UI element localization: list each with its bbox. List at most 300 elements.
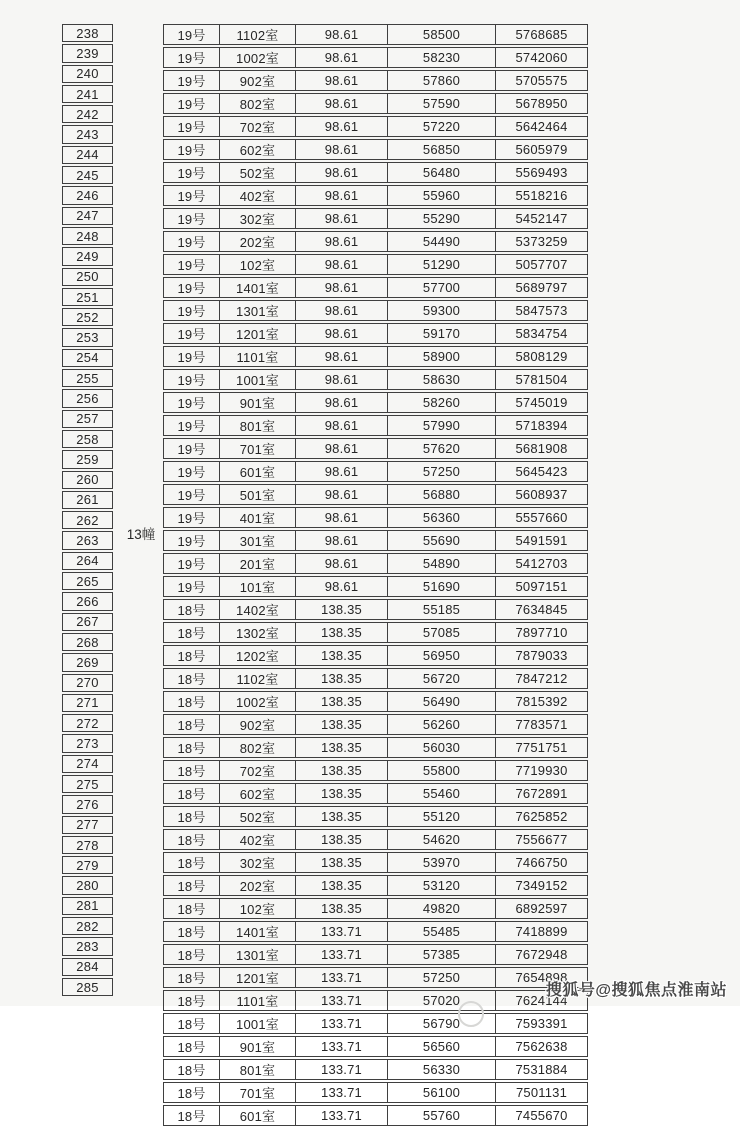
cell-area: 138.35 [296,645,388,666]
table-row [163,139,588,160]
cell-total_price: 5097151 [496,576,588,597]
table-row [163,277,588,298]
cell-total_price: 7466750 [496,852,588,873]
cell-unit: 19号 [163,139,220,160]
cell-total_price: 5373259 [496,231,588,252]
row-index-cell: 283 [62,937,113,955]
cell-unit_price: 56480 [388,162,496,183]
cell-area: 133.71 [296,1013,388,1034]
cell-total_price: 7783571 [496,714,588,735]
cell-room: 1301室 [220,300,296,321]
cell-room: 1401室 [220,277,296,298]
cell-unit_price: 57250 [388,967,496,988]
table-row [163,208,588,229]
cell-unit: 18号 [163,645,220,666]
row-index-cell: 259 [62,450,113,468]
table-row [163,484,588,505]
cell-area: 98.61 [296,231,388,252]
cell-total_price: 7719930 [496,760,588,781]
table-row [163,967,588,988]
row-index-cell: 245 [62,166,113,184]
table-row [163,185,588,206]
row-index-cell: 258 [62,430,113,448]
cell-unit: 19号 [163,438,220,459]
cell-area: 98.61 [296,553,388,574]
cell-area: 98.61 [296,461,388,482]
cell-area: 98.61 [296,507,388,528]
cell-total_price: 5742060 [496,47,588,68]
cell-unit: 19号 [163,530,220,551]
cell-unit: 18号 [163,944,220,965]
cell-room: 1201室 [220,967,296,988]
cell-unit_price: 56790 [388,1013,496,1034]
cell-total_price: 7556677 [496,829,588,850]
row-index-cell: 263 [62,531,113,549]
cell-unit: 18号 [163,737,220,758]
cell-total_price: 5681908 [496,438,588,459]
cell-unit_price: 56490 [388,691,496,712]
table-row [163,1082,588,1103]
cell-unit: 19号 [163,323,220,344]
table-row [163,1105,588,1126]
row-index-cell: 281 [62,897,113,915]
cell-total_price: 5834754 [496,323,588,344]
cell-unit: 18号 [163,967,220,988]
cell-area: 98.61 [296,484,388,505]
cell-total_price: 7349152 [496,875,588,896]
row-index-cell: 242 [62,105,113,123]
cell-unit: 19号 [163,254,220,275]
cell-total_price: 5678950 [496,93,588,114]
cell-area: 98.61 [296,576,388,597]
cell-unit: 19号 [163,576,220,597]
cell-unit: 19号 [163,231,220,252]
cell-room: 901室 [220,1036,296,1057]
cell-room: 202室 [220,875,296,896]
cell-unit_price: 57620 [388,438,496,459]
cell-unit: 19号 [163,208,220,229]
cell-room: 201室 [220,553,296,574]
cell-total_price: 5557660 [496,507,588,528]
cell-unit: 18号 [163,898,220,919]
table-row [163,530,588,551]
table-row [163,300,588,321]
cell-unit_price: 55485 [388,921,496,942]
table-row [163,691,588,712]
row-index-cell: 253 [62,328,113,346]
cell-room: 802室 [220,93,296,114]
cell-room: 302室 [220,208,296,229]
cell-unit: 19号 [163,93,220,114]
cell-room: 1201室 [220,323,296,344]
cell-room: 601室 [220,1105,296,1126]
cell-unit_price: 56560 [388,1036,496,1057]
cell-unit: 19号 [163,116,220,137]
cell-room: 1101室 [220,990,296,1011]
row-index-cell: 275 [62,775,113,793]
cell-area: 133.71 [296,944,388,965]
table-row [163,1013,588,1034]
cell-room: 1302室 [220,622,296,643]
cell-total_price: 7531884 [496,1059,588,1080]
cell-unit_price: 58630 [388,369,496,390]
cell-unit: 18号 [163,852,220,873]
cell-total_price: 7847212 [496,668,588,689]
row-index-cell: 257 [62,410,113,428]
cell-room: 801室 [220,1059,296,1080]
cell-unit_price: 56880 [388,484,496,505]
cell-total_price: 5689797 [496,277,588,298]
cell-room: 502室 [220,806,296,827]
cell-area: 133.71 [296,1082,388,1103]
cell-room: 401室 [220,507,296,528]
cell-unit_price: 57220 [388,116,496,137]
cell-unit_price: 57020 [388,990,496,1011]
cell-unit: 19号 [163,277,220,298]
table-row [163,737,588,758]
cell-unit: 18号 [163,783,220,804]
cell-area: 133.71 [296,1036,388,1057]
cell-unit_price: 57990 [388,415,496,436]
cell-room: 402室 [220,185,296,206]
cell-area: 138.35 [296,829,388,850]
table-row [163,898,588,919]
cell-unit_price: 57590 [388,93,496,114]
cell-room: 702室 [220,116,296,137]
row-index-cell: 261 [62,491,113,509]
cell-unit: 19号 [163,162,220,183]
cell-total_price: 5518216 [496,185,588,206]
cell-area: 133.71 [296,1105,388,1126]
cell-area: 133.71 [296,921,388,942]
cell-unit_price: 55690 [388,530,496,551]
cell-area: 98.61 [296,300,388,321]
row-index-cell: 271 [62,694,113,712]
table-row [163,70,588,91]
cell-area: 138.35 [296,599,388,620]
cell-room: 902室 [220,714,296,735]
cell-unit: 18号 [163,691,220,712]
cell-unit_price: 57860 [388,70,496,91]
cell-unit_price: 55290 [388,208,496,229]
cell-total_price: 5491591 [496,530,588,551]
cell-unit: 19号 [163,300,220,321]
row-index-cell: 249 [62,247,113,265]
cell-unit: 18号 [163,1013,220,1034]
cell-area: 138.35 [296,737,388,758]
table-row [163,254,588,275]
cell-unit_price: 56030 [388,737,496,758]
cell-unit: 18号 [163,806,220,827]
cell-unit_price: 53120 [388,875,496,896]
row-index-cell: 244 [62,146,113,164]
table-row [163,438,588,459]
cell-area: 138.35 [296,875,388,896]
table-row [163,645,588,666]
cell-unit: 18号 [163,1059,220,1080]
cell-area: 98.61 [296,392,388,413]
cell-unit_price: 56720 [388,668,496,689]
table-row [163,921,588,942]
cell-unit_price: 54490 [388,231,496,252]
cell-room: 602室 [220,783,296,804]
cell-room: 802室 [220,737,296,758]
cell-room: 1101室 [220,346,296,367]
cell-unit_price: 55185 [388,599,496,620]
cell-unit_price: 56100 [388,1082,496,1103]
cell-unit_price: 55800 [388,760,496,781]
cell-total_price: 7418899 [496,921,588,942]
cell-unit: 18号 [163,1036,220,1057]
table-row [163,553,588,574]
cell-unit: 19号 [163,461,220,482]
cell-total_price: 7634845 [496,599,588,620]
row-index-cell: 241 [62,85,113,103]
cell-unit: 18号 [163,760,220,781]
cell-room: 1301室 [220,944,296,965]
cell-unit: 18号 [163,1082,220,1103]
table-row [163,346,588,367]
row-index-cell: 267 [62,613,113,631]
cell-total_price: 5569493 [496,162,588,183]
cell-area: 98.61 [296,277,388,298]
row-index-cell: 246 [62,186,113,204]
row-index-cell: 272 [62,714,113,732]
cell-room: 1202室 [220,645,296,666]
cell-room: 1001室 [220,369,296,390]
cell-room: 501室 [220,484,296,505]
cell-total_price: 7815392 [496,691,588,712]
cell-total_price: 5057707 [496,254,588,275]
row-index-cell: 264 [62,552,113,570]
cell-total_price: 7879033 [496,645,588,666]
cell-room: 1102室 [220,24,296,45]
cell-unit: 19号 [163,507,220,528]
table-row [163,231,588,252]
cell-unit_price: 55460 [388,783,496,804]
cell-total_price: 5642464 [496,116,588,137]
table-row [163,714,588,735]
table-row [163,1036,588,1057]
building-label: 13幢 [126,527,156,542]
table-row [163,829,588,850]
row-index-cell: 262 [62,511,113,529]
cell-room: 102室 [220,898,296,919]
cell-unit_price: 59170 [388,323,496,344]
row-index-cell: 276 [62,795,113,813]
row-index-cell: 248 [62,227,113,245]
table-row [163,323,588,344]
cell-unit_price: 57385 [388,944,496,965]
cell-unit: 19号 [163,484,220,505]
row-index-cell: 247 [62,207,113,225]
cell-total_price: 7593391 [496,1013,588,1034]
cell-area: 98.61 [296,323,388,344]
cell-area: 98.61 [296,116,388,137]
cell-area: 138.35 [296,898,388,919]
cell-room: 1002室 [220,691,296,712]
cell-room: 502室 [220,162,296,183]
row-index-cell: 282 [62,917,113,935]
cell-unit: 18号 [163,599,220,620]
table-row [163,783,588,804]
cell-area: 133.71 [296,967,388,988]
row-index-cell: 254 [62,349,113,367]
cell-area: 98.61 [296,185,388,206]
cell-unit: 18号 [163,875,220,896]
cell-unit_price: 51290 [388,254,496,275]
cell-area: 138.35 [296,783,388,804]
table-row [163,875,588,896]
cell-total_price: 7624144 [496,990,588,1011]
cell-room: 1102室 [220,668,296,689]
cell-unit: 19号 [163,346,220,367]
cell-area: 98.61 [296,530,388,551]
cell-room: 701室 [220,1082,296,1103]
cell-unit: 19号 [163,415,220,436]
cell-room: 1001室 [220,1013,296,1034]
cell-total_price: 7562638 [496,1036,588,1057]
cell-unit_price: 56950 [388,645,496,666]
cell-area: 138.35 [296,668,388,689]
cell-unit: 18号 [163,1105,220,1126]
cell-room: 901室 [220,392,296,413]
cell-unit_price: 58230 [388,47,496,68]
cell-area: 98.61 [296,47,388,68]
table-row [163,622,588,643]
cell-room: 101室 [220,576,296,597]
cell-total_price: 7672891 [496,783,588,804]
cell-total_price: 7654898 [496,967,588,988]
cell-area: 98.61 [296,70,388,91]
cell-unit: 19号 [163,47,220,68]
cell-unit_price: 57085 [388,622,496,643]
row-index-cell: 255 [62,369,113,387]
row-index-cell: 270 [62,674,113,692]
cell-unit_price: 56330 [388,1059,496,1080]
table-row [163,1059,588,1080]
cell-area: 138.35 [296,714,388,735]
row-index-cell: 256 [62,389,113,407]
cell-total_price: 7501131 [496,1082,588,1103]
cell-unit_price: 54620 [388,829,496,850]
table-row [163,162,588,183]
row-index-column [62,24,113,996]
cell-total_price: 5608937 [496,484,588,505]
cell-room: 402室 [220,829,296,850]
table-row [163,392,588,413]
row-index-cell: 252 [62,308,113,326]
cell-area: 138.35 [296,691,388,712]
cell-total_price: 5412703 [496,553,588,574]
row-index-cell: 273 [62,734,113,752]
cell-total_price: 5705575 [496,70,588,91]
table-row [163,415,588,436]
cell-total_price: 5745019 [496,392,588,413]
table-row [163,990,588,1011]
cell-unit_price: 58260 [388,392,496,413]
cell-total_price: 5847573 [496,300,588,321]
cell-area: 138.35 [296,806,388,827]
cell-room: 902室 [220,70,296,91]
cell-room: 1401室 [220,921,296,942]
table-row [163,24,588,45]
row-index-cell: 239 [62,44,113,62]
cell-unit: 18号 [163,829,220,850]
price-table [163,22,588,1128]
row-index-cell: 285 [62,978,113,996]
row-index-cell: 284 [62,958,113,976]
cell-area: 133.71 [296,990,388,1011]
cell-area: 138.35 [296,852,388,873]
cell-room: 702室 [220,760,296,781]
cell-unit_price: 53970 [388,852,496,873]
cell-total_price: 5645423 [496,461,588,482]
cell-unit: 19号 [163,553,220,574]
cell-unit: 18号 [163,668,220,689]
cell-area: 98.61 [296,162,388,183]
cell-unit: 19号 [163,392,220,413]
cell-area: 138.35 [296,622,388,643]
cell-total_price: 5768685 [496,24,588,45]
table-row [163,93,588,114]
cell-area: 138.35 [296,760,388,781]
row-index-cell: 265 [62,572,113,590]
row-index-cell: 243 [62,125,113,143]
cell-room: 202室 [220,231,296,252]
cell-unit_price: 58900 [388,346,496,367]
row-index-cell: 260 [62,471,113,489]
cell-unit: 18号 [163,990,220,1011]
cell-area: 98.61 [296,139,388,160]
cell-total_price: 7897710 [496,622,588,643]
cell-room: 302室 [220,852,296,873]
row-index-cell: 238 [62,24,113,42]
cell-unit_price: 59300 [388,300,496,321]
cell-total_price: 7625852 [496,806,588,827]
cell-unit_price: 55120 [388,806,496,827]
cell-unit: 18号 [163,714,220,735]
price-table-body [163,24,588,1126]
cell-area: 98.61 [296,369,388,390]
cell-total_price: 5452147 [496,208,588,229]
cell-room: 601室 [220,461,296,482]
cell-room: 102室 [220,254,296,275]
row-index-cell: 279 [62,856,113,874]
cell-area: 98.61 [296,24,388,45]
cell-unit: 19号 [163,185,220,206]
table-row [163,507,588,528]
cell-area: 98.61 [296,438,388,459]
cell-unit_price: 56260 [388,714,496,735]
row-index-cell: 240 [62,65,113,83]
table-row [163,576,588,597]
cell-unit: 18号 [163,921,220,942]
cell-total_price: 7455670 [496,1105,588,1126]
cell-unit_price: 55760 [388,1105,496,1126]
cell-unit_price: 51690 [388,576,496,597]
cell-total_price: 5605979 [496,139,588,160]
table-row [163,944,588,965]
cell-total_price: 5781504 [496,369,588,390]
row-index-cell: 280 [62,876,113,894]
cell-room: 602室 [220,139,296,160]
cell-room: 801室 [220,415,296,436]
cell-unit: 19号 [163,70,220,91]
cell-unit_price: 56850 [388,139,496,160]
row-index-cell: 251 [62,288,113,306]
faint-logo-circle [458,1001,484,1027]
